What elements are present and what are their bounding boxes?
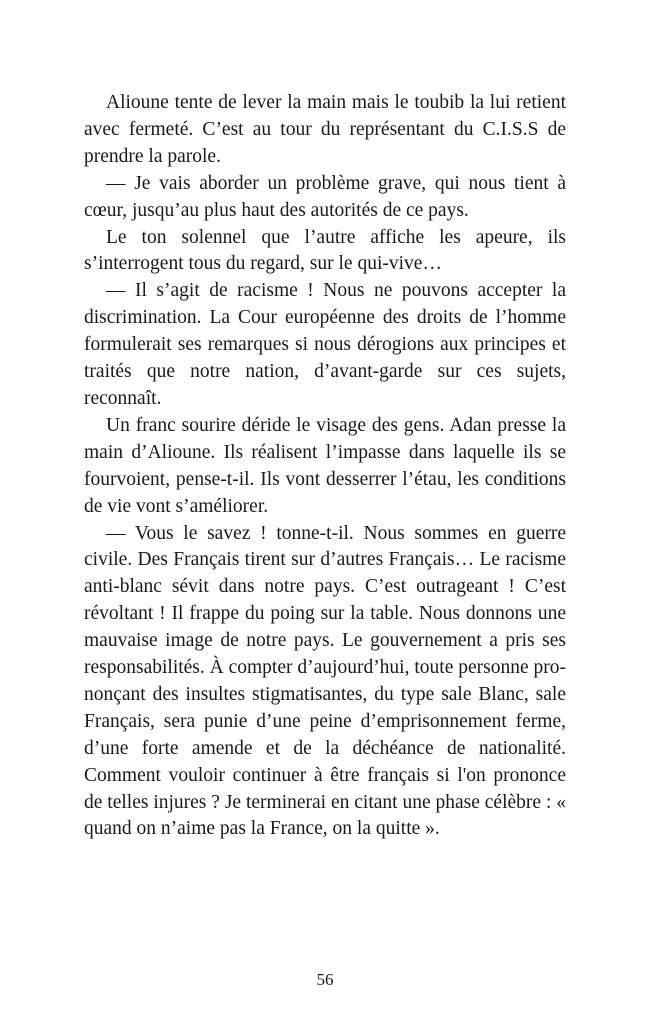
paragraph-6: — Vous le savez ! tonne-t-il. Nous sommes en guerre civile. Des Français tirent sur d’autres Français… Le racisme anti-blanc sévit dans notre pays. C’est outrageant ! C’est révoltant ! Il frappe du poing sur la table. Nous donnons une mauvaise image de notre pays. Le gouvernement a pris ses responsabilités. À compter d’aujourd’hui, toute personne prononçant des insultes stigmatisantes, du type sale Blanc, sale Français, sera punie d’une peine d’emprisonnement ferme, d’une forte amende et de la déchéance de nationalité. Comment vouloir continuer à être français si l'on prononce de telles injures ? Je terminerai en citant une phase célèbre : « quand on n’aime pas la France, on la quitte ».: [84, 522, 566, 840]
paragraph-2: — Je vais aborder un problème grave, qui nous tient à cœur, jusqu’au plus haut des autorités de ce pays.: [84, 172, 566, 221]
paragraph-1: Alioune tente de lever la main mais le toubib la lui retient avec fermeté. C’est au tour du représentant du C.I.S.S de prendre la parole.: [84, 92, 566, 167]
paragraph-4: — Il s’agit de racisme ! Nous ne pouvons accepter la discrimination. La Cour européenne des droits de l’homme formulerait ses remarques si nous dérogions aux principes et traités que notre nation, d’avant-garde sur ces sujets, reconnaît.: [84, 280, 566, 409]
page-body: [84, 90, 566, 843]
paragraph-3: Le ton solennel que l’autre affiche les apeure, ils s’interrogent tous du regard, sur le qui-vive…: [84, 226, 566, 275]
paragraph-5: Un franc sourire déride le visage des gens. Adan presse la main d’Alioune. Ils réalisent l’impasse dans laquelle ils se fourvoient, pense-t-il. Ils vont desserrer l’étau, les conditions de vie vont s’améliorer.: [84, 414, 566, 517]
page-number: 56: [316, 970, 334, 989]
